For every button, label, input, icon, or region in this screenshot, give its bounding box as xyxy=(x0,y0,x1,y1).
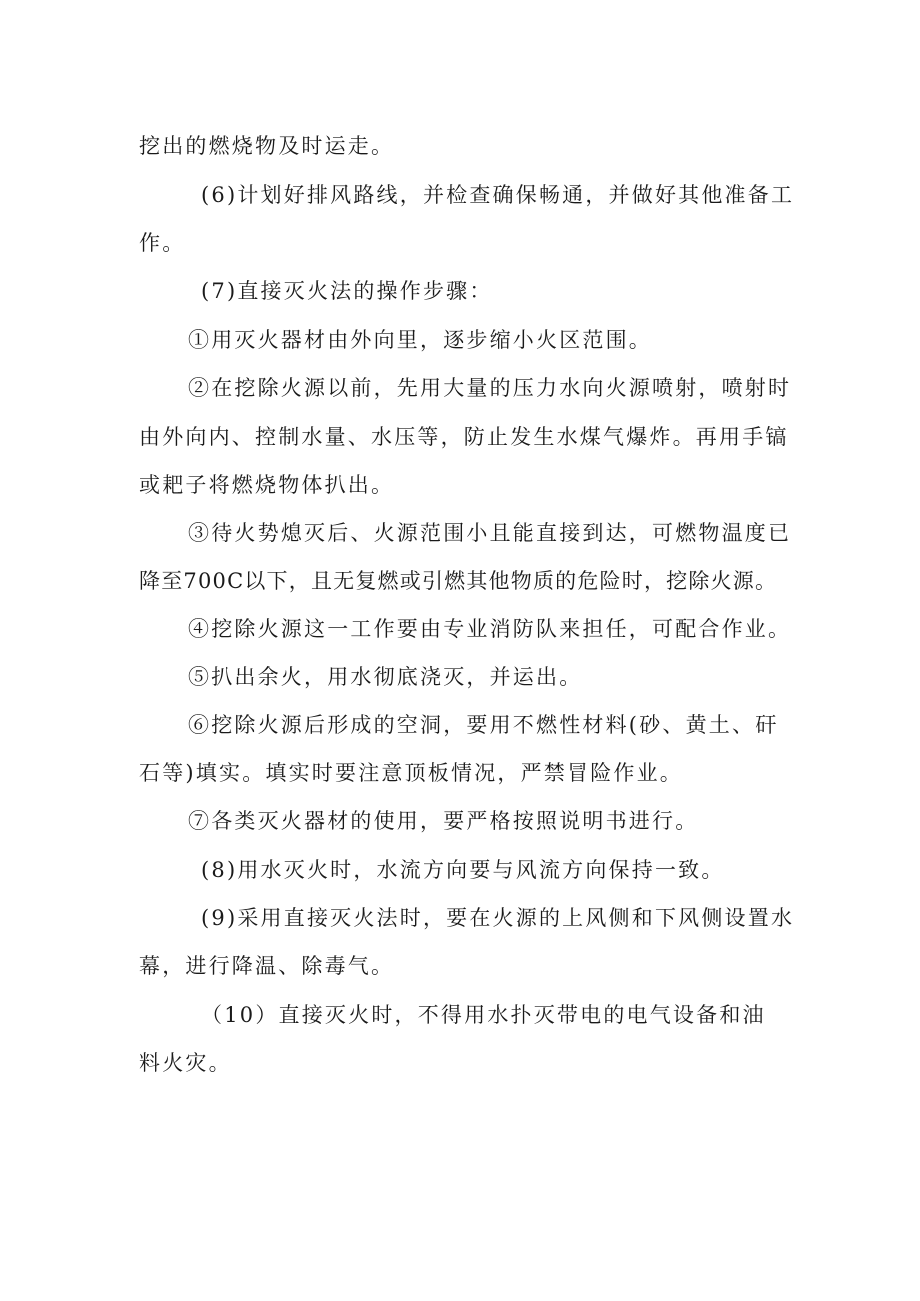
text-line: (8)用水灭火时，水流方向要与风流方向保持一致。 xyxy=(201,858,725,882)
text-line: 降至700C以下，且无复燃或引燃其他物质的危险时，挖除火源。 xyxy=(139,569,778,593)
text-line: (7)直接灭火法的操作步骤： xyxy=(201,279,493,303)
text-line: 或耙子将燃烧物体扒出。 xyxy=(139,473,395,497)
text-line: ③待火势熄灭后、火源范围小且能直接到达，可燃物温度已 xyxy=(188,521,792,545)
text-line: ①用灭火器材由外向里，逐步缩小火区范围。 xyxy=(188,328,652,352)
text-line: （10）直接灭火时，不得用水扑灭带电的电气设备和油 xyxy=(201,1003,766,1027)
text-line: 幕，进行降温、除毒气。 xyxy=(139,954,395,978)
text-line: 挖出的燃烧物及时运走。 xyxy=(139,134,395,158)
text-line: (6)计划好排风路线，并检查确保畅通，并做好其他准备工 xyxy=(201,183,795,207)
text-line: 石等)填实。填实时要注意顶板情况，严禁冒险作业。 xyxy=(139,761,683,785)
text-line: ⑤扒出余火，用水彻底浇灭，并运出。 xyxy=(188,665,583,689)
text-line: 料火灾。 xyxy=(139,1051,232,1075)
text-line: (9)采用直接灭火法时，要在火源的上风侧和下风侧设置水 xyxy=(201,906,795,930)
text-line: 作。 xyxy=(139,231,186,255)
text-line: ②在挖除火源以前，先用大量的压力水向火源喷射，喷射时 xyxy=(188,376,792,400)
text-line: ④挖除火源这一工作要由专业消防队来担任，可配合作业。 xyxy=(188,617,792,641)
text-line: ⑥挖除火源后形成的空洞，要用不燃性材料(砂、黄土、矸 xyxy=(188,713,779,737)
text-line: ⑦各类灭火器材的使用，要严格按照说明书进行。 xyxy=(188,809,699,833)
text-line: 由外向内、控制水量、水压等，防止发生水煤气爆炸。再用手镐 xyxy=(139,425,789,449)
